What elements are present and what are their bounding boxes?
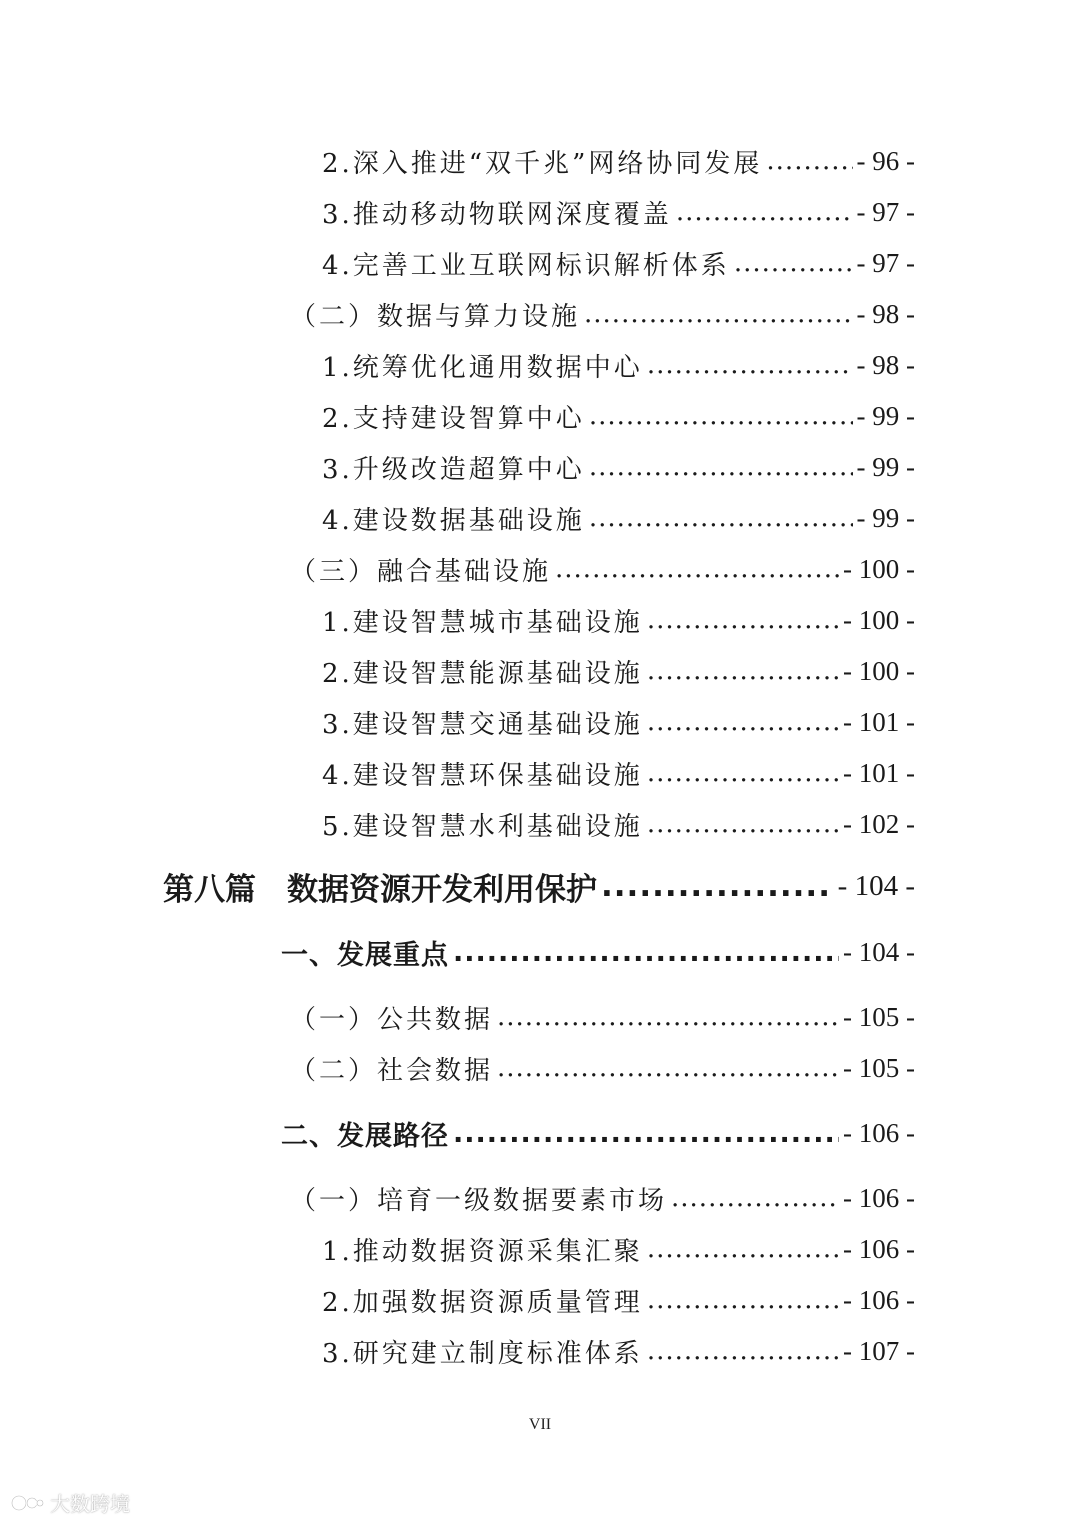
toc-entry-page: - 99 - [856,400,915,431]
toc-entry[interactable] [290,993,915,1041]
watermark-logo-icon [10,1492,44,1514]
toc-entry-page: - 104 - [837,869,915,902]
toc-section-label: 二、发展路径 [281,1120,449,1152]
toc-dot-leader [647,656,839,686]
toc-section-entry[interactable] [281,928,915,976]
toc-entry-label: （三）融合基础设施 [290,556,552,587]
toc-entry-page: - 106 - [843,1284,915,1315]
watermark [10,1488,130,1517]
toc-entry[interactable] [322,698,915,746]
toc-entry[interactable] [322,137,915,185]
toc-entry-label: 4.建设智慧环保基础设施 [322,760,643,791]
toc-dot-leader [647,707,839,737]
toc-entry-label: 3.升级改造超算中心 [322,454,585,485]
toc-entry[interactable] [322,239,915,287]
toc-entry-label: 2.支持建设智算中心 [322,403,585,434]
toc-entry-label: 3.研究建立制度标准体系 [322,1338,643,1369]
toc-dot-leader [555,554,839,584]
toc-dot-leader [766,146,852,176]
toc-entry[interactable] [290,1174,915,1222]
toc-dot-leader [647,809,839,839]
toc-entry-label: 3.推动移动物联网深度覆盖 [322,199,672,230]
toc-entry-label: （一）培育一级数据要素市场 [290,1185,668,1216]
toc-entry[interactable] [322,392,915,440]
toc-entry-page: - 105 - [843,1052,915,1083]
toc-entry-label: （二）社会数据 [290,1055,494,1086]
toc-entry-page: - 100 - [843,604,915,635]
toc-dot-leader [671,1183,839,1213]
toc-dot-leader [497,1002,839,1032]
toc-entry[interactable] [322,647,915,695]
toc-entry-page: - 98 - [856,349,915,380]
toc-dot-leader [497,1053,839,1083]
toc-entry-page: - 97 - [856,247,915,278]
toc-entry-page: - 106 - [843,1182,915,1213]
toc-section-entry[interactable] [281,1109,915,1157]
toc-chapter-label: 第八篇 数据资源开发利用保护 [163,871,597,908]
toc-entry[interactable] [322,1327,915,1375]
toc-entry-page: - 104 - [843,936,915,967]
toc-entry-label: 1.建设智慧城市基础设施 [322,607,643,638]
toc-entry-page: - 107 - [843,1335,915,1366]
toc-entry-label: （二）数据与算力设施 [290,301,581,332]
toc-section-label: 一、发展重点 [281,939,449,971]
toc-entry-page: - 101 - [843,757,915,788]
toc-entry[interactable] [290,290,915,338]
toc-entry[interactable] [322,596,915,644]
toc-entry-label: 4.建设数据基础设施 [322,505,585,536]
toc-entry[interactable] [322,1276,915,1324]
watermark-text: 大数跨境 [50,1492,130,1516]
toc-dot-leader [676,197,853,227]
toc-chapter-entry[interactable] [163,858,915,914]
toc-dot-leader [647,1285,839,1315]
toc-entry[interactable] [322,443,915,491]
toc-entry-label: 4.完善工业互联网标识解析体系 [322,250,730,281]
toc-entry[interactable] [290,545,915,593]
toc-dot-leader [647,350,853,380]
toc-dot-leader [647,605,839,635]
toc-entry-label: 2.建设智慧能源基础设施 [322,658,643,689]
toc-entry-label: 1.推动数据资源采集汇聚 [322,1236,643,1267]
toc-entry-page: - 99 - [856,451,915,482]
toc-dot-leader [647,758,839,788]
toc-dot-leader [589,452,853,482]
toc-entry[interactable] [322,188,915,236]
toc-dot-leader [453,937,839,968]
toc-entry[interactable] [322,341,915,389]
toc-dot-leader [601,868,834,904]
toc-dot-leader [734,248,853,278]
toc-entry-page: - 101 - [843,706,915,737]
toc-dot-leader [647,1234,839,1264]
toc-dot-leader [589,401,853,431]
toc-entry-label: 5.建设智慧水利基础设施 [322,811,643,842]
toc-entry[interactable] [322,800,915,848]
toc-entry-label: （一）公共数据 [290,1004,494,1035]
toc-entry-label: 3.建设智慧交通基础设施 [322,709,643,740]
toc-dot-leader [589,503,853,533]
toc-entry-page: - 96 - [856,145,915,176]
toc-entry-page: - 105 - [843,1001,915,1032]
toc-entry-page: - 102 - [843,808,915,839]
toc-entry-label: 1.统筹优化通用数据中心 [322,352,643,383]
toc-dot-leader [584,299,853,329]
toc-entry-label: 2.深入推进“双千兆”网络协同发展 [322,148,763,179]
toc-entry[interactable] [322,749,915,797]
toc-dot-leader [453,1118,839,1149]
toc-entry-page: - 100 - [843,655,915,686]
toc-entry-page: - 97 - [856,196,915,227]
toc-entry-page: - 99 - [856,502,915,533]
toc-entry-page: - 106 - [843,1233,915,1264]
toc-entry[interactable] [322,494,915,542]
toc-entry-page: - 98 - [856,298,915,329]
toc-entry-page: - 100 - [843,553,915,584]
page-number: VII [528,1416,552,1433]
toc-entry-label: 2.加强数据资源质量管理 [322,1287,643,1318]
toc-dot-leader [647,1336,839,1366]
toc-entry[interactable] [290,1044,915,1092]
toc-entry-page: - 106 - [843,1117,915,1148]
toc-entry[interactable] [322,1225,915,1273]
